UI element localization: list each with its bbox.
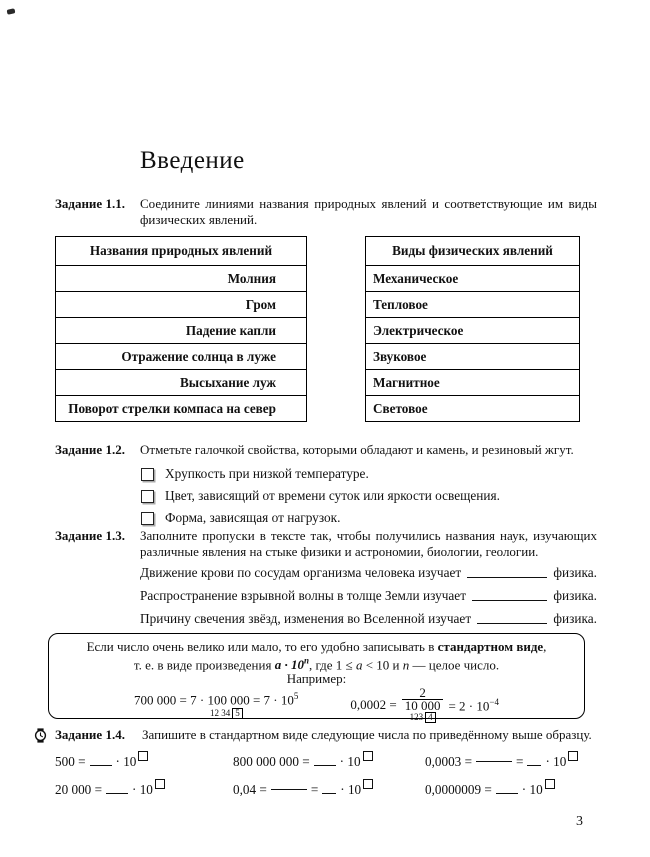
exercise-item-500: 500 = · 10 [55,751,233,779]
task-1-2-text: Отметьте галочкой свойства, которыми обладают и камень, и резиновый жгут. [140,442,574,457]
right-table-row[interactable]: Механическое [366,266,580,292]
fill-line-text: Распространение взрывной волны в толще Земли изучает [140,588,467,603]
answer-blank[interactable] [106,782,128,794]
fill-line-text: Движение крови по сосудам организма человека изучает [140,565,462,580]
left-table-row[interactable]: Молния [56,266,307,292]
left-table-header: Названия природных явлений [56,237,307,266]
times-ten: · 10 [545,754,567,769]
right-table-row[interactable]: Тепловое [366,292,580,318]
checkbox[interactable] [141,512,154,525]
physical-phenomena-table [365,236,580,422]
left-table-row[interactable]: Поворот стрелки компаса на север [56,396,307,422]
checkbox-label: Форма, зависящая от нагрузок. [165,510,341,525]
answer-blank[interactable] [314,754,336,766]
note-text: < 10 и [362,657,403,673]
note-text: , где 1 ≤ [308,657,356,673]
note-text: т. е. в виде произведения [133,657,275,673]
checkbox-label: Цвет, зависящий от времени суток или яркости освещения. [165,488,500,503]
page-number: 3 [576,814,583,829]
fill-line [140,581,597,604]
left-table-row[interactable]: Высыхание луж [56,370,307,396]
fill-in-lines [140,558,597,627]
times-ten: · 10 [340,782,362,797]
times-ten: · 10 [132,782,153,797]
answer-blank[interactable] [527,754,541,766]
answer-blank[interactable] [467,577,547,578]
note-line-2 [49,654,584,672]
task-1-1-label: Задание 1.1. [55,196,125,211]
boxed-digit: 5 [232,708,243,719]
checkbox-option [141,485,597,507]
right-table-row[interactable]: Электрическое [366,318,580,344]
task-1-4-label: Задание 1.4. [55,727,125,742]
example-2-digit-count: 123 4 [410,712,436,723]
page-title: Введение [140,147,245,174]
formula-a10n: $a \cdot 10^n$ [274,656,309,673]
fill-line-end: физика. [553,588,597,603]
example-2-right: = $2 \cdot 10^{-4}$ [448,696,499,713]
answer-blank[interactable] [322,782,336,794]
task-1-3 [55,528,597,560]
example-2-left: 0,0002 = [350,697,397,713]
example-2 [350,687,499,723]
fill-line-end: физика. [553,611,597,626]
right-table-row[interactable]: Звуковое [366,344,580,370]
left-table-row[interactable]: Гром [56,292,307,318]
examples-row [49,687,584,723]
task-1-4-text: Запишите в стандартном виде следующие числа по приведённому выше образцу. [142,727,592,742]
right-table-header: Виды физических явлений [366,237,580,266]
note-text: — целое число. [409,657,500,673]
left-table-row[interactable]: Отражение солнца в луже [56,344,307,370]
times-ten: · 10 [339,754,361,769]
natural-phenomena-table [55,236,307,422]
left-table-row[interactable]: Падение капли [56,318,307,344]
checkbox[interactable] [141,490,154,503]
fraction-blank[interactable] [271,789,307,790]
example-1-digit-count: 12 34 5 [210,708,298,719]
example-1-expression: 700 000 = 7 · 100 $000 = 7 \cdot 10^5$ [134,691,299,708]
fraction [402,687,444,723]
task-1-3-text: Заполните пропуски в тексте так, чтобы получились названия наук, изучающих различные явления на стыке физики и астрономии, биологии, геологии. [140,528,597,559]
denominator: 10 000 [402,699,444,712]
numerator: 2 [419,685,426,701]
task-1-3-label: Задание 1.3. [55,528,125,543]
note-bold: стандартном виде [437,639,544,654]
task-1-1 [55,196,597,228]
checkbox-label: Хрупкость при низкой температуре. [165,466,369,481]
task-1-2-label: Задание 1.2. [55,442,125,457]
exponent-box[interactable] [155,779,165,789]
checkbox-option [141,507,597,529]
answer-blank[interactable] [90,754,112,766]
task-1-1-text: Соедините линиями названия природных явлений и соответствующие им виды физических явлений. [140,196,597,227]
checkbox[interactable] [141,468,154,481]
var-a: a [355,657,363,673]
checkbox-option [141,463,597,485]
note-line-1 [49,639,584,654]
exponent-box[interactable] [363,779,373,789]
fraction-blank[interactable] [476,761,512,762]
exponent-box[interactable] [138,751,148,761]
watch-icon [33,728,48,743]
boxed-digit: 4 [425,712,436,723]
exercise-item-20000: 20 000 = · 10 [55,779,233,807]
example-1 [134,691,298,719]
times-ten: · 10 [115,754,137,769]
answer-blank[interactable] [472,600,547,601]
for-example-label: Например: [286,671,347,687]
times-ten: · 10 [521,782,543,797]
exponent-box[interactable] [545,779,555,789]
fill-line-end: физика. [553,565,597,580]
note-text: Если число очень велико или мало, то его удобно записывать в [86,639,438,654]
standard-form-note [48,633,585,723]
right-table-row[interactable]: Световое [366,396,580,422]
exercise-item-0-0000009: 0,0000009 = · 10 [425,779,597,807]
answer-blank[interactable] [477,623,547,624]
fill-line-text: Причину свечения звёзд, изменения во Вселенной изучает [140,611,472,626]
answer-blank[interactable] [496,782,518,794]
exercise-item-0-0003: 0,0003 = = · 10 [425,751,597,779]
scan-mark [7,8,16,15]
var-n: n [402,657,410,673]
exponent-box[interactable] [568,751,578,761]
note-text: , [543,639,547,654]
checklist [141,463,597,529]
right-table-row[interactable]: Магнитное [366,370,580,396]
standard-form-exercises [55,751,597,807]
fill-line [140,558,597,581]
task-1-4 [33,727,597,743]
matching-tables [55,236,580,422]
task-1-2 [55,442,597,458]
exercise-item-0-04: 0,04 = = · 10 [233,779,425,807]
exponent-box[interactable] [363,751,373,761]
exercise-item-800000000: 800 000 000 = · 10 [233,751,425,779]
fill-line [140,604,597,627]
